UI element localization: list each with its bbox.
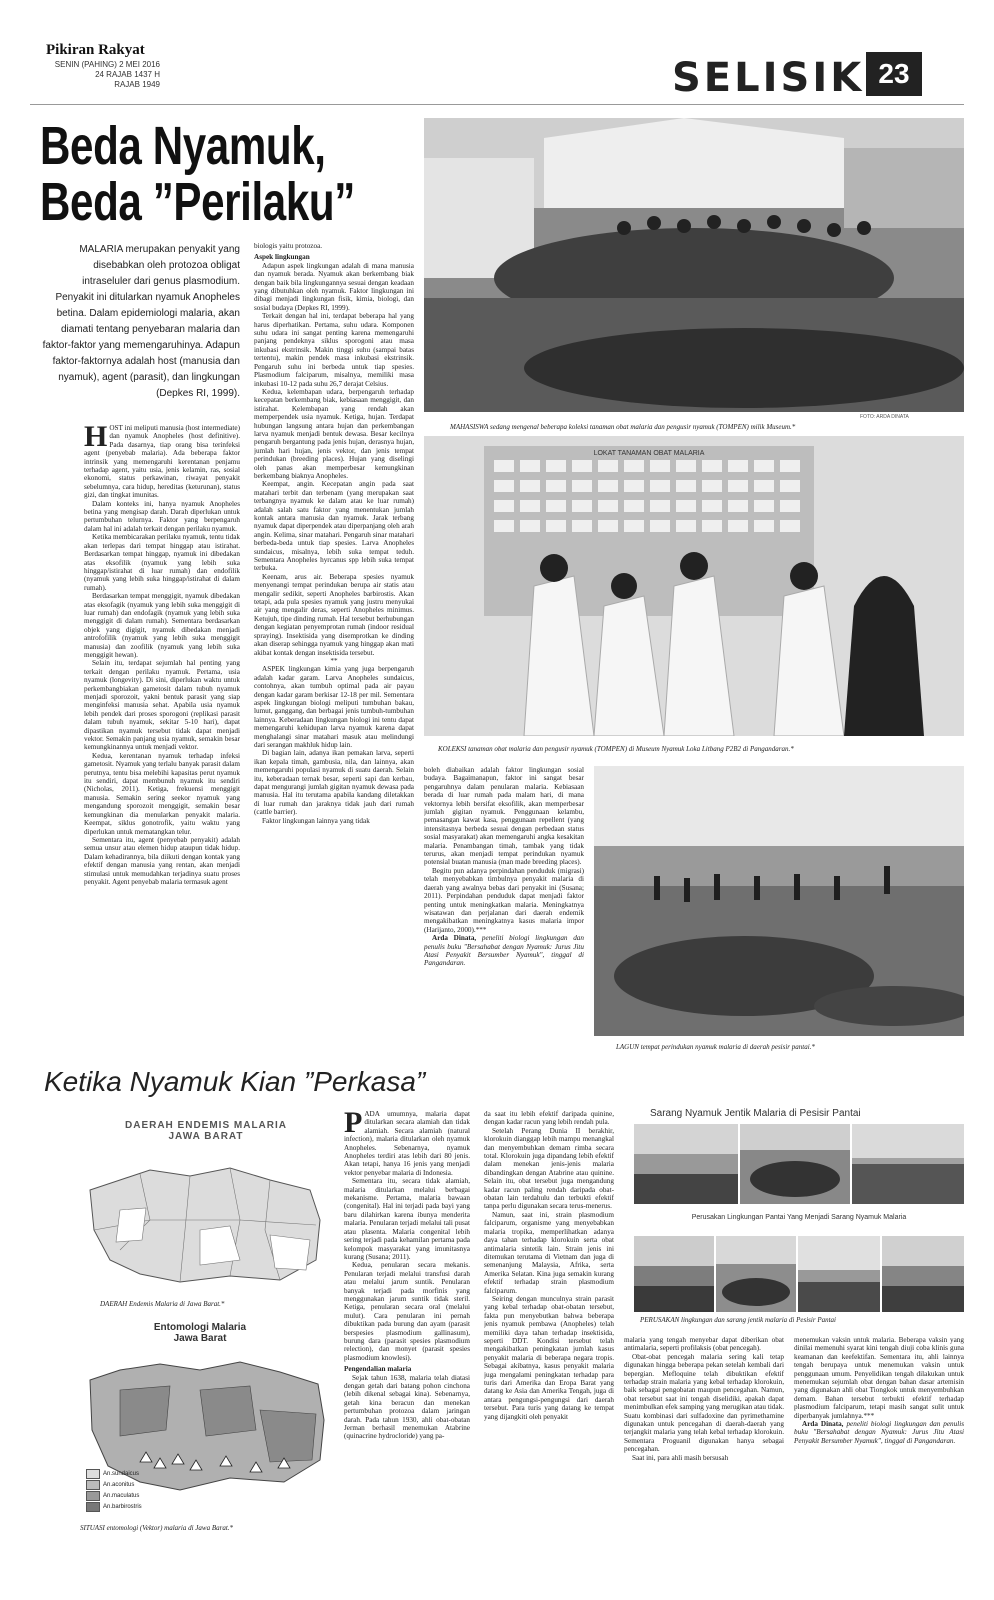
headline-line2: Beda ”Perilaku”: [40, 172, 355, 232]
map-endemic-image: [80, 1150, 328, 1290]
paragraph: Namun, saat ini, strain plasmodium falciparum, organisme yang menyebabkan malaria tropika, memperlihatkan adanya daya tahan terhadap klorokuin serta obat antimalaria sintetik lain. Strain jenis ini ditemukan terutama di Vietnam dan juga di semenanjung Malaysia, Afrika, serta Amerika Selatan. Kina juga semakin kurang efektif terhadap strain plasmodium falciparum.: [484, 1210, 614, 1295]
subheading: Aspek lingkungan: [254, 253, 310, 262]
map2-title-line2: Jawa Barat: [173, 1333, 227, 1344]
paragraph: da saat itu lebih efektif daripada quinine, dengan kadar racun yang lebih rendah pula.: [484, 1110, 614, 1127]
photo-coast-6: [798, 1236, 880, 1312]
legend-swatch-icon: [86, 1469, 100, 1479]
legend-swatch-icon: [86, 1491, 100, 1501]
photo-students-museum: [424, 118, 964, 412]
sidebar-photo-title: Sarang Nyamuk Jentik Malaria di Pesisir Pantai: [650, 1108, 861, 1119]
dropcap: H: [84, 424, 108, 453]
date-javanese: RAJAB 1949: [114, 80, 160, 89]
paragraph: Saat ini, para ahli masih bersusah: [632, 1453, 729, 1462]
map1-title-line2: JAWA BARAT: [168, 1131, 244, 1142]
photo-coast-4: [634, 1236, 714, 1312]
date-gregorian: SENIN (PAHING) 2 MEI 2016: [54, 60, 160, 69]
paragraph: menemukan vaksin untuk malaria. Beberapa vaksin yang dinilai memenuhi syarat kini tengah diuji coba klinis guna keamanan dan keefektifan. Sementara itu, ahli lainnya tengah berupaya untuk menemukan vaksin untuk penggunaan umum. Penyelidikan tengah dilakukan untuk menemukan sejumlah obat dengan bahan dasar artemisin yang digunakan ahli obat Tiongkok untuk menyembuhkan demam. Bahan tersebut terbukti efektif terhadap plasmodium falciparum, tetapi masih sangat sulit untuk diperbanyak jumlahnya.***: [794, 1336, 964, 1420]
header-rule: [30, 104, 964, 105]
paragraph: Faktor lingkungan lainnya yang tidak: [262, 816, 370, 825]
photo-coast-7: [882, 1236, 964, 1312]
paragraph: Sejak tahun 1638, malaria telah diatasi dengan getah dari batang pohon cinchona (lebih dikenal sebagai kina). Sebenarnya, getah kina beracun dan menekan pertumbuhan protozoa dalam jaringan darah. Pada tahun 1930, ahli obat-obatan Jerman berhasil menemukan Atabrine (quinacrine hydrocloride) yang pa-: [344, 1373, 470, 1441]
dateline: [30, 60, 160, 90]
photo-collection-image: [424, 436, 964, 736]
article1-column2: [254, 242, 414, 1060]
map2-caption: SITUASI entomologi (Vektor) malaria di Jawa Barat.*: [80, 1524, 234, 1532]
paragraph: Selain itu, terdapat sejumlah hal penting yang terkait dengan perilaku nyamuk. Pertama, usia nyamuk (longevity). Di sini, diperlukan waktu untuk perkembangbiakan gametosit dalam tubuh nyamuk menjadi sporozoit, yakni bentuk parasit yang siap menginfeksi manusia sehat. Apabila usia nyamuk lebih pendek dari proses sporogoni (replikasi parasit dalam tubuh nyamuk, sekitar 5-10 hari), dapat dipastikan nyamuk tersebut tidak dapat menjadi vektor. Semakin panjang usia nyamuk, semakin besar kemungkinannya untuk menjadi vektor.: [84, 659, 240, 752]
paragraph: Di bagian lain, adanya ikan pemakan larva, seperti ikan kepala timah, gambusia, nila, dan lainnya, akan memengaruhi populasi nyamuk di suatu daerah. Selain itu, keberadaan ternak besar, seperti sapi dan kerbau, dapat mengurangi jumlah gigitan nyamuk dewasa pada manusia. Hal itu terutama apabila kandang diletakkan di luar rumah dan jaraknya tidak jauh dari rumah (cattle barrier).: [254, 749, 414, 817]
article1-column1: [84, 424, 240, 1060]
photo-coast-1: [634, 1124, 738, 1204]
paragraph: malaria yang tengah menyebar dapat diberikan obat antimalaria, seperti profilaksis (obat pencegah).: [624, 1336, 784, 1353]
author-name: Arda Dinata,: [432, 934, 477, 943]
photo3-caption: LAGUN tempat perindukan nyamuk malaria di daerah pesisir pantai.*: [616, 1043, 815, 1051]
legend-item: [86, 1490, 176, 1501]
paragraph: Setelah Perang Dunia II berakhir, klorokuin dianggap lebih mampu menangkal dan menyembuhkan demam rimba secara total. Klorokuin juga dipandang lebih efektif dalam menekan jenis-jenis malaria dibandingkan dengan Atabrine atau quinine. Selain itu, obat tersebut juga mengandung kadar racun paling rendah daripada obat-obatan lain terdahulu dan terbukti efektif tanpa perlu digunakan secara terus-menerus.: [484, 1126, 614, 1211]
author-note: [424, 934, 584, 968]
sidebar-subcaption: Perusakan Lingkungan Pantai Yang Menjadi Sarang Nyamuk Malaria: [691, 1214, 907, 1221]
paragraph: Seiring dengan munculnya strain parasit yang kebal terhadap obat-obatan tersebut, fakta pun menyebutkan bahwa beberapa jenis nyamuk pembawa (Anopheles) telah memiliki daya tahan terhadap insektisida, seperti DDT. Kondisi tersebut telah mengakibatkan peningkatan jumlah kasus penyakit malaria di beberapa negara tropis. Sebagai akibatnya, kasus penyakit malaria juga mengalami peningkatan terhadap para turis dari Amerika dan Eropa Barat yang datang ke Asia dan Amerika Tengah, juga di antara pengungsi-pengungsi dari daerah tersebut. Para turis yang datang ke tempat yang dijangkiti oleh penyakit: [484, 1294, 614, 1421]
article2-columnB: [484, 1110, 614, 1560]
legend-item: [86, 1479, 176, 1490]
paragraph: biologis yaitu protozoa.: [254, 242, 323, 250]
paragraph: Kedua, kerentanan nyamuk terhadap infeksi gametosit. Nyamuk yang terlalu banyak parasit dalam perutnya, tentu bisa melebihi kapasitas perut nyamuk itu sendiri, dapat membunuh nyamuk itu sendiri (Nicholas, 2011). Ketiga, frekuensi menggigit manusia. Semakin sering seekor nyamuk yang mengandung sporozoit menggigit, semakin besar kemungkinan dia menularkan penyakit malaria. Keempat, siklus gonotrofik, yaitu waktu yang diperlukan untuk mematangkan telur.: [84, 751, 240, 836]
section-break: **: [330, 656, 338, 665]
map2-title-line1: Entomologi Malaria: [153, 1322, 247, 1333]
photo-lagoon-image: [594, 766, 964, 1036]
legend-label: An.maculatus: [103, 1492, 140, 1499]
map2-legend: [86, 1468, 176, 1512]
paragraph: OST ini meliputi manusia (host intermediate) dan nyamuk Anopheles (host definitive). Pada dasarnya, tiap orang bisa terinfeksi agent (penyebab malaria). Ada beberapa faktor intrinsik yang memengaruhi kerentanan penjamu terhadap agent, yaitu usia, jenis kelamin, ras, sosial ekonomi, status perkawinan, riwayat penyakit sebelumnya, cara hidup, hereditas (keturunan), status gizi, dan tingkat imunitas.: [84, 424, 240, 500]
paragraph: Terkait dengan hal ini, terdapat beberapa hal yang harus diperhatikan. Pertama, suhu udara. Komponen suhu udara ini sangat penting karena memengaruhi panjang pendeknya siklus sporogoni atau masa inkubasi ekstrinsik. Makin tinggi suhu (sampai batas tertentu), makin pendek masa inkubasi ekstrinsik. Pengaruh suhu ini berbeda untuk tiap spesies. Plasmodium falciparum, misalnya, memiliki masa inkubasi 10-12 pada suhu 26,7 derajat Celsius.: [254, 312, 414, 388]
newspaper-name: Pikiran Rakyat: [46, 42, 145, 58]
rubric-title: SELISIK: [672, 55, 865, 101]
author-desc: peneliti biologi lingkungan dan penulis buku "Bersahabat dengan Nyamuk: Jurus Jitu Atasi Penyakit Bersumber Nyamuk", tinggal di Pangandaran.: [794, 1420, 964, 1445]
map2-title: [100, 1322, 300, 1344]
photo-coast-2: [740, 1124, 850, 1204]
article2-columnA: [344, 1110, 470, 1560]
photo-students-image: [424, 118, 964, 412]
paragraph: Ketika membicarakan perilaku nyamuk, tentu tidak akan terlepas dari tempat hinggap atau istirahat. Berdasarkan tempat hinggap, nyamuk ini dibedakan atas eksofilik (nyamuk yang lebih suka hinggap/istirahat di luar rumah) dan endofilik (nyamuk yang lebih suka hinggap/istirahat di dalam rumah).: [84, 533, 240, 592]
article1-lead: MALARIA merupakan penyakit yang disebabkan oleh protozoa obligat intraseluler dari genus plasmodium. Penyakit ini ditularkan nyamuk Anopheles betina. Dalam epidemiologi malaria, akan diamati tentang penyebaran malaria dan faktor-faktor yang memengaruhinya. Adapun faktor-faktornya adalah host (manusia dan nyamuk), agent (parasit), dan lingkungan (Depkes RI, 1999).: [42, 244, 240, 399]
legend-label: An.aconitus: [103, 1481, 135, 1488]
photo-lagoon: [594, 766, 964, 1036]
subheading: Pengendalian malaria: [344, 1365, 412, 1374]
photo-coast-5: [716, 1236, 796, 1312]
paragraph: Keenam, arus air. Beberapa spesies nyamuk menyenangi tempat perindukan berupa air statis atau mengalir sedikit, seperti Anopheles barbirostis. Akan tetapi, ada pula spesies nyamuk yang justru menyukai air yang mengalir deras, seperti Anopheles minimus. Ketujuh, tipe dinding rumah. Hal tersebut berhubungan dengan kegiatan penyemprotan rumah (indoor residual spraying). Insektisida yang disemprotkan ke dinding akan diserap sehingga nyamuk yang hinggap akan mati akibat kontak dengan insektisida tersebut.: [254, 572, 414, 657]
dropcap: P: [344, 1110, 363, 1139]
map1-caption: DAERAH Endemis Malaria di Jawa Barat.*: [100, 1300, 225, 1308]
photo2-caption: KOLEKSI tanaman obat malaria dan pengusir nyamuk (TOMPEN) di Museum Nyamuk Loka Litbang P2B2 di Pangandaran.*: [438, 745, 794, 753]
paragraph: Berdasarkan tempat menggigit, nyamuk dibedakan atas eksofagik (nyamuk yang lebih suka menggigit di luar rumah) dan endofagik (nyamuk yang lebih suka menggigit di dalam rumah). Sementara berdasarkan objek yang digigit, nyamuk dibedakan menjadi antrofofilik (nyamuk yang lebih suka menggigit manusia) dan zoofilik (nyamuk yang lebih suka menggigit hewan).: [84, 592, 240, 659]
author-desc: peneliti biologi lingkungan dan penulis buku "Bersahabat dengan Nyamuk: Jurus Jitu Atasi Penyakit Bersumber Nyamuk", tinggal di Pangandaran.: [424, 934, 584, 968]
paragraph: Kedua, penularan secara mekanis. Penularan terjadi melalui transfusi darah atau melalui jarum suntik. Penularan banyak terjadi pada morfinis yang menggunakan jarum suntik tidak steril. Ketiga, penularan secara oral (melalui mulut). Cara penularan ini pernah dibuktikan pada burung dan ayam (parasit berspesies plasmodium gallinasum), burung dara (parasit spesies plasmodium relection), dan monyet (parasit spesies plasmodium knowlesi).: [344, 1261, 470, 1362]
legend-label: An.barbirostris: [103, 1503, 142, 1510]
paragraph: Adapun aspek lingkungan adalah di mana manusia dan nyamuk berada. Nyamuk akan berkembang biak dengan baik bila lingkungannya sesuai dengan keadaan yang dibutuhkan oleh nyamuk. Faktor lingkungan ini dibagi menjadi lingkungan fisik, kimia, biologi, dan sosial budaya (Depkes RI, 1999).: [254, 261, 414, 312]
headline-line1: Beda Nyamuk,: [40, 116, 326, 176]
legend-swatch-icon: [86, 1502, 100, 1512]
collection-sign: LOKAT TANAMAN OBAT MALARIA: [593, 450, 705, 457]
article1-headline: [40, 116, 355, 232]
paragraph: boleh diabaikan adalah faktor lingkungan sosial budaya. Bagaimanapun, faktor ini sangat besar pengaruhnya dalam penularan malaria. Kebiasaan berada di luar rumah pada malam hari, di mana vektornya lebih bersifat eksofilik, akan memperbesar jumlah gigitan nyamuk. Penggunaan kelambu, pemasangan kawat kasa, penggunaan repellent (yang intensitasnya berbeda sesuai dengan perbedaan status sosial masyarakat) akan memengaruhi angka kesakitan malaria. Penambangan timah, tambak yang tidak terurus, akan menjadi tempat perindukan nyamuk potensial buatan manusia (man made breeding places).: [424, 766, 584, 867]
paragraph: Obat-obat pencegah malaria sering kali tetap digunakan hingga beberapa pekan setelah kembali dari bepergian. Mefloquine telah dibuktikan efektif terhadap strain malaria yang kebal terhadap klorokuin, baik sebagai pengobatan maupun pencegahan. Namun, obat tersebut saat ini tengah diselidiki, apakah dapat menimbulkan efek samping yang merugikan atau tidak. Suatu kombinasi dari sulfadoxine dan pyrimethamine digunakan untuk pencegahan di daerah-daerah yang terjangkit malaria yang telah kebal terhadap klorokuin. Sementara Proguanil digunakan hanya sebagai pencegahan.: [624, 1352, 784, 1454]
paragraph: Sementara itu, secara tidak alamiah, malaria ditularkan melalui berbagai mekanisme. Pertama, malaria bawaan (congenital). Hal ini terjadi pada bayi yang baru dilahirkan karena ibunya menderita malaria. Penularan terjadi melalui tali pusat atau plasenta. Malaria congenital lebih sering terjadi pada kehamilan pertama pada kelompok masyarakat yang imunitasnya kurang (Susana; 2011).: [344, 1177, 470, 1261]
paragraph: Kedua, kelembapan udara, berpengaruh terhadap kecepatan berkembang biak, kebiasaan menggigit, dan istirahat. Kelembapan yang rendah akan memperpendek usia nyamuk. Ketiga, hujan. Terdapat hubungan langsung antara hujan dan perkembangan larva nyamuk menjadi bentuk dewasa. Besar kecilnya pengaruh bergantung pada jenis hujan, derasnya hujan, jumlah hari hujan, jenis vektor, dan jenis tempat perindukan (breeding places). Hujan yang diselingi oleh panas akan memperbesar kemungkinan berkembang biaknya Anopheles.: [254, 387, 414, 480]
paragraph: Dalam konteks ini, hanya nyamuk Anopheles betina yang mengisap darah. Darah diperlukan untuk pertumbuhan telurnya. Faktor yang berpengaruh dalam hal ini adalah terkait dengan perilaku nyamuk.: [84, 499, 240, 533]
date-hijri: 24 RAJAB 1437 H: [95, 70, 160, 79]
article1-column3: [424, 766, 584, 1056]
sidebar-caption: PERUSAKAN lingkungan dan sarang jentik malaria di Pesisir Pantai: [640, 1316, 836, 1324]
paragraph: Begitu pun adanya perpindahan penduduk (migrasi) telah menyebabkan timbulnya penyakit malaria di daerah yang awalnya bebas dari penyakit ini (Susana; 2011). Perpindahan penduduk dapat menjadi faktor penting untuk meningkatkan malaria. Meningkatnya wisatawan dan perjalanan dari daerah endemik mengakibatkan meningkatnya kasus malaria impor (Harijanto, 2000).***: [424, 866, 584, 934]
paragraph: ASPEK lingkungan kimia yang juga berpengaruh adalah kadar garam. Larva Anopheles sundaicus, contohnya, akan tumbuh optimal pada air payau dengan kadar garam berkisar 12-18 per mil. Sementara aspek lingkungan biologi meliputi tumbuhan bakau, lumut, ganggang, dan berbagai jenis tumbuh-tumbuhan lainnya. Keberadaan lingkungan biologi ini tentu dapat memengaruhi kehidupan larva nyamuk karena dapat menghalangi sinar matahari masuk atau melindungi dari serangan makhluk hidup lain.: [254, 665, 414, 749]
photo-coast-3: [852, 1124, 964, 1204]
photo-museum-collection: [424, 436, 964, 736]
map1-title: [86, 1120, 326, 1142]
article2-columnC: [624, 1336, 784, 1560]
map-endemic-west-java: [80, 1150, 328, 1290]
photo1-credit: FOTO: ARDA DINATA: [860, 414, 909, 420]
paragraph: Sementara itu, agent (penyebab penyakit) adalah semua unsur atau elemen hidup ataupun tidak hidup. Dalam kehadirannya, bila diikuti dengan kontak yang efektif dengan manusia yang rentan, akan menjadi stimulasi untuk memudahkan terjadinya suatu proses penyakit. Agent penyebab malaria termasuk agent: [84, 835, 240, 886]
article2-headline: Ketika Nyamuk Kian ”Perkasa”: [44, 1066, 426, 1097]
legend-item: [86, 1501, 176, 1512]
paragraph: Keempat, angin. Kecepatan angin pada saat matahari terbit dan terbenam (yang merupakan saat terbangnya nyamuk ke dalam atau ke luar rumah) adalah salah satu faktor yang menentukan jumlah kontak antara manusia dan nyamuk. Jarak terbang nyamuk dapat diperpendek atau diperpanjang oleh arah angin. Kelima, sinar matahari. Pengaruh sinar matahari berbeda-beda untuk tiap spesies. Larva Anopheles sundaicus, misalnya, lebih suka tempat teduh. Sementara Anopheles hyrcanus spp lebih suka tempat terbuka.: [254, 480, 414, 573]
photo1-caption: MAHASISWA sedang mengenal beberapa koleksi tanaman obat malaria dan pengusir nyamuk (TOMPEN) milik Museum.*: [450, 423, 796, 431]
legend-label: An.sundaicus: [103, 1470, 140, 1477]
legend-swatch-icon: [86, 1480, 100, 1490]
legend-item: [86, 1468, 176, 1479]
article2-columnD: [794, 1336, 964, 1560]
author-note: [794, 1420, 964, 1445]
author-name: Arda Dinata,: [802, 1420, 844, 1429]
map1-title-line1: DAERAH ENDEMIS MALARIA: [125, 1120, 287, 1131]
page-number: 23: [866, 52, 922, 96]
paragraph: ADA umumnya, malaria dapat ditularkan secara alamiah dan tidak alamiah. Secara alamiah (natural infection), malaria ditularkan oleh nyamuk Anopheles. Sebenarnya, nyamuk Anopheles terdiri atas lebih dari 80 jenis. Akan tetapi, hanya 16 jenis yang menjadi vektor penyebar malaria di Indonesia.: [344, 1110, 470, 1177]
